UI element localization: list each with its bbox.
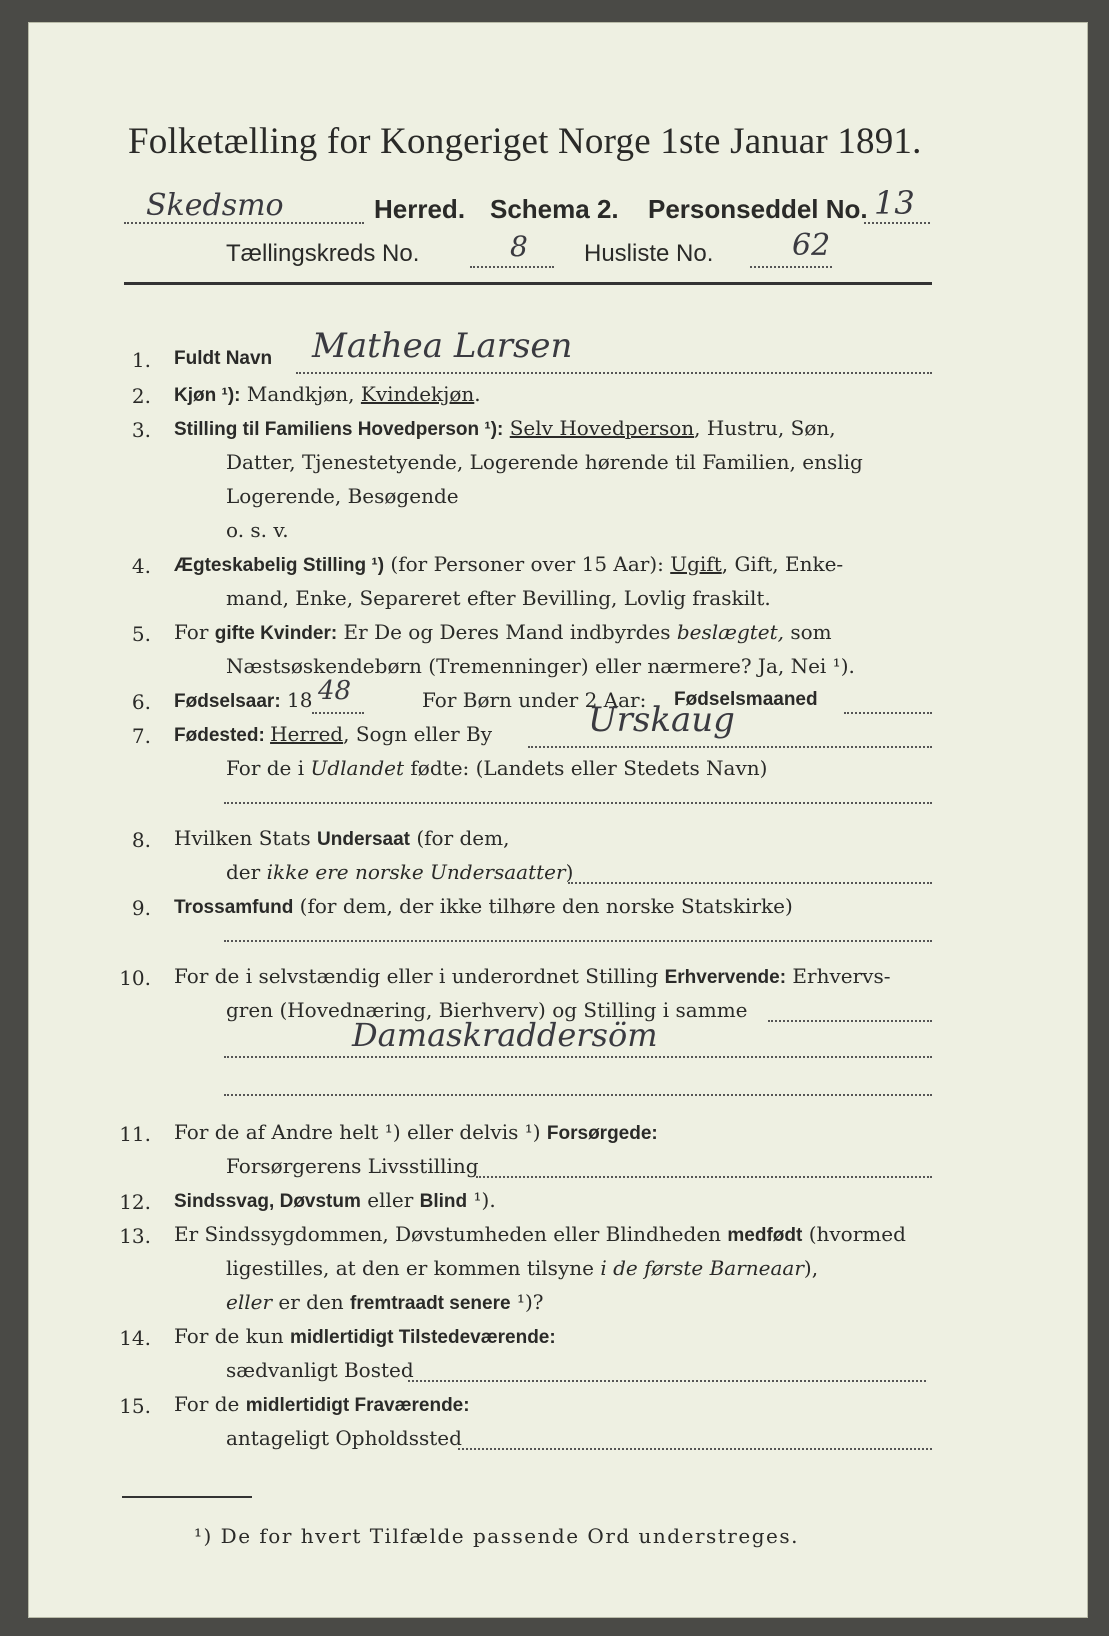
q13-l3-bold: fremtraadt senere bbox=[350, 1293, 511, 1314]
q12-b: eller bbox=[360, 1188, 420, 1212]
kreds-value: 8 bbox=[510, 230, 528, 263]
q6-prefix: 18 bbox=[280, 688, 313, 712]
q6-child: For Børn under 2 Aar: bbox=[422, 688, 647, 712]
footnote-rule bbox=[122, 1496, 252, 1498]
husliste-value: 62 bbox=[792, 228, 831, 263]
q12-d: ¹). bbox=[467, 1188, 496, 1212]
q14-line2: sædvanligt Bosted bbox=[226, 1358, 414, 1382]
q10-line2: gren (Hovednæring, Bierhverv) og Stilling i samme bbox=[226, 998, 748, 1022]
q5-end: som bbox=[784, 620, 832, 644]
q15-line2: antageligt Opholdssted bbox=[226, 1426, 462, 1450]
item-number: 8. bbox=[131, 828, 151, 852]
q2-kvinde-selected: Kvindekjøn bbox=[360, 382, 475, 406]
q10-c: Erhvervs- bbox=[786, 964, 891, 988]
q2-end: . bbox=[474, 382, 481, 406]
personseddel-dotline bbox=[864, 222, 930, 224]
item-number: 12. bbox=[119, 1190, 151, 1214]
q14-line bbox=[174, 1324, 556, 1349]
item-number: 9. bbox=[131, 896, 151, 920]
month-dotline bbox=[844, 712, 932, 714]
q5-line bbox=[174, 620, 832, 645]
census-form bbox=[28, 22, 1088, 1618]
q6-month-label: Fødselsmaaned bbox=[674, 689, 818, 710]
q3-line4: o. s. v. bbox=[226, 518, 289, 542]
q6-label: Fødselsaar: bbox=[174, 691, 281, 712]
item-number: 13. bbox=[119, 1224, 151, 1248]
q15-dotline bbox=[458, 1448, 932, 1450]
q7-rest: , Sogn eller By bbox=[343, 722, 492, 746]
name-value: Mathea Larsen bbox=[312, 326, 573, 366]
q12-line bbox=[174, 1188, 496, 1213]
item-number: 11. bbox=[119, 1122, 151, 1146]
q7-l2-c: fødte: (Landets eller Stedets Navn) bbox=[404, 756, 768, 780]
q1-label: Fuldt Navn bbox=[174, 348, 273, 369]
occupation-value: Damaskraddersöm bbox=[352, 1016, 658, 1054]
q13-label: medfødt bbox=[727, 1225, 803, 1246]
husliste-dotline bbox=[750, 266, 832, 268]
q7-l2-a: For de i bbox=[226, 756, 311, 780]
q13-l2-c: ), bbox=[803, 1256, 819, 1280]
q13-l3-d: ¹)? bbox=[510, 1290, 544, 1314]
q7-l2-italic: Udlandet bbox=[310, 756, 405, 780]
q5-line2: Næstsøskendebørn (Tremenninger) eller nærmere? Ja, Nei ¹). bbox=[226, 654, 855, 678]
herred-dotline bbox=[124, 222, 364, 224]
item-number: 3. bbox=[131, 418, 151, 442]
q9-label: Trossamfund bbox=[174, 897, 294, 918]
item-number: 1. bbox=[131, 348, 151, 372]
q10-line bbox=[174, 964, 890, 989]
q2-line bbox=[174, 382, 481, 407]
birthplace-dotline bbox=[528, 746, 932, 748]
form-title: Folketælling for Kongeriget Norge 1ste Januar 1891. bbox=[128, 121, 922, 162]
q5-italic: beslægtet, bbox=[676, 620, 785, 644]
q2-mand: Mandkjøn, bbox=[240, 382, 361, 406]
q14-dotline bbox=[408, 1380, 926, 1382]
kreds-dotline bbox=[470, 266, 554, 268]
q8-label: Undersaat bbox=[317, 829, 410, 850]
q6-line bbox=[174, 688, 312, 713]
schema-label: Schema 2. bbox=[490, 194, 619, 224]
q7-line2 bbox=[226, 756, 767, 780]
herred-value: Skedsmo bbox=[146, 188, 284, 223]
q13-a: Er Sindssygdommen, Døvstumheden eller Blindheden bbox=[174, 1222, 728, 1246]
item-number: 14. bbox=[119, 1326, 151, 1350]
kreds-label: Tællingskreds No. bbox=[226, 240, 420, 267]
q13-line3 bbox=[226, 1290, 543, 1315]
item-number: 5. bbox=[131, 622, 151, 646]
q7-dotline2 bbox=[224, 802, 932, 804]
q13-c: (hvormed bbox=[802, 1222, 906, 1246]
birthyear-value: 48 bbox=[318, 676, 352, 706]
name-dotline bbox=[296, 372, 932, 374]
item-number: 6. bbox=[131, 690, 151, 714]
q14-label: midlertidigt Tilstedeværende: bbox=[289, 1327, 556, 1348]
q8-l2-italic: ikke ere norske Undersaatter bbox=[266, 860, 566, 884]
q3-line3: Logerende, Besøgende bbox=[226, 484, 459, 508]
q15-a: For de bbox=[174, 1392, 246, 1416]
q11-label: Forsørgede: bbox=[546, 1123, 658, 1144]
q5-text: Er De og Deres Mand indbyrdes bbox=[337, 620, 677, 644]
q4-text: (for Personer over 15 Aar): bbox=[384, 552, 671, 576]
q4-line2: mand, Enke, Separeret efter Bevilling, Lovlig fraskilt. bbox=[226, 586, 771, 610]
q3-line2: Datter, Tjenestetyende, Logerende hørende til Familien, enslig bbox=[226, 450, 863, 474]
q13-l3-b: er den bbox=[272, 1290, 351, 1314]
birthyear-dotline bbox=[312, 712, 364, 714]
item-number: 7. bbox=[131, 724, 151, 748]
q8-c: (for dem, bbox=[409, 826, 510, 850]
item-number: 15. bbox=[119, 1394, 151, 1418]
q10-label: Erhvervende: bbox=[664, 967, 787, 988]
q15-line bbox=[174, 1392, 470, 1417]
q11-dotline bbox=[476, 1176, 932, 1178]
q13-l3-italic: eller bbox=[226, 1290, 273, 1314]
q14-a: For de kun bbox=[174, 1324, 290, 1348]
husliste-label: Husliste No. bbox=[584, 240, 714, 267]
q8-l2-a: der bbox=[226, 860, 267, 884]
q4-rest: , Gift, Enke- bbox=[721, 552, 844, 576]
q3-selected: Selv Hovedperson bbox=[509, 416, 695, 440]
q11-line bbox=[174, 1120, 658, 1145]
q7-label: Fødested: bbox=[174, 725, 271, 746]
q3-label: Stilling til Familiens Hovedperson ¹): bbox=[174, 419, 504, 440]
q9-text: (for dem, der ikke tilhøre den norske Statskirke) bbox=[293, 894, 793, 918]
item-number: 10. bbox=[119, 966, 151, 990]
item-number: 2. bbox=[131, 384, 151, 408]
q12-label: Sindssvag, Døvstum bbox=[174, 1191, 361, 1212]
q2-label: Kjøn ¹): bbox=[174, 385, 241, 406]
q11-line2: Forsørgerens Livsstilling bbox=[226, 1154, 479, 1178]
q5-for: For bbox=[174, 620, 215, 644]
q10-a: For de i selvstændig eller i underordnet Stilling bbox=[174, 964, 665, 988]
q13-l2-italic: i de første Barneaar bbox=[600, 1256, 804, 1280]
personseddel-label: Personseddel No. bbox=[648, 194, 868, 224]
q9-dotline bbox=[224, 940, 932, 942]
q8-line bbox=[174, 826, 509, 851]
q10-dotline2 bbox=[224, 1056, 932, 1058]
q8-dotline bbox=[568, 882, 932, 884]
q9-line bbox=[174, 894, 793, 919]
footnote: ¹) De for hvert Tilfælde passende Ord understreges. bbox=[194, 1524, 799, 1548]
q8-a: Hvilken Stats bbox=[174, 826, 318, 850]
q7-line bbox=[174, 722, 492, 747]
q13-line bbox=[174, 1222, 906, 1247]
q5-label: gifte Kvinder: bbox=[214, 623, 338, 644]
q12-blind: Blind bbox=[419, 1191, 468, 1212]
q3-rest: , Hustru, Søn, bbox=[694, 416, 836, 440]
q13-line2 bbox=[226, 1256, 818, 1280]
q11-a: For de af Andre helt ¹) eller delvis ¹) bbox=[174, 1120, 547, 1144]
q4-line bbox=[174, 552, 843, 577]
q10-dotline3 bbox=[224, 1094, 932, 1096]
q3-line bbox=[174, 416, 836, 441]
q4-label: Ægteskabelig Stilling ¹) bbox=[174, 555, 385, 576]
q7-selected: Herred bbox=[270, 722, 344, 746]
header-rule bbox=[124, 282, 932, 285]
q10-dotline1 bbox=[768, 1020, 932, 1022]
q15-label: midlertidigt Fraværende: bbox=[245, 1395, 470, 1416]
q13-l2-a: ligestilles, at den er kommen tilsyne bbox=[226, 1256, 601, 1280]
personseddel-value: 13 bbox=[874, 184, 915, 222]
herred-label: Herred. bbox=[374, 194, 466, 224]
birthplace-value: Urskaug bbox=[588, 700, 735, 740]
q8-line2 bbox=[226, 860, 573, 884]
q8-l2-c: ) bbox=[565, 860, 574, 884]
item-number: 4. bbox=[131, 554, 151, 578]
q4-selected: Ugift bbox=[670, 552, 722, 576]
